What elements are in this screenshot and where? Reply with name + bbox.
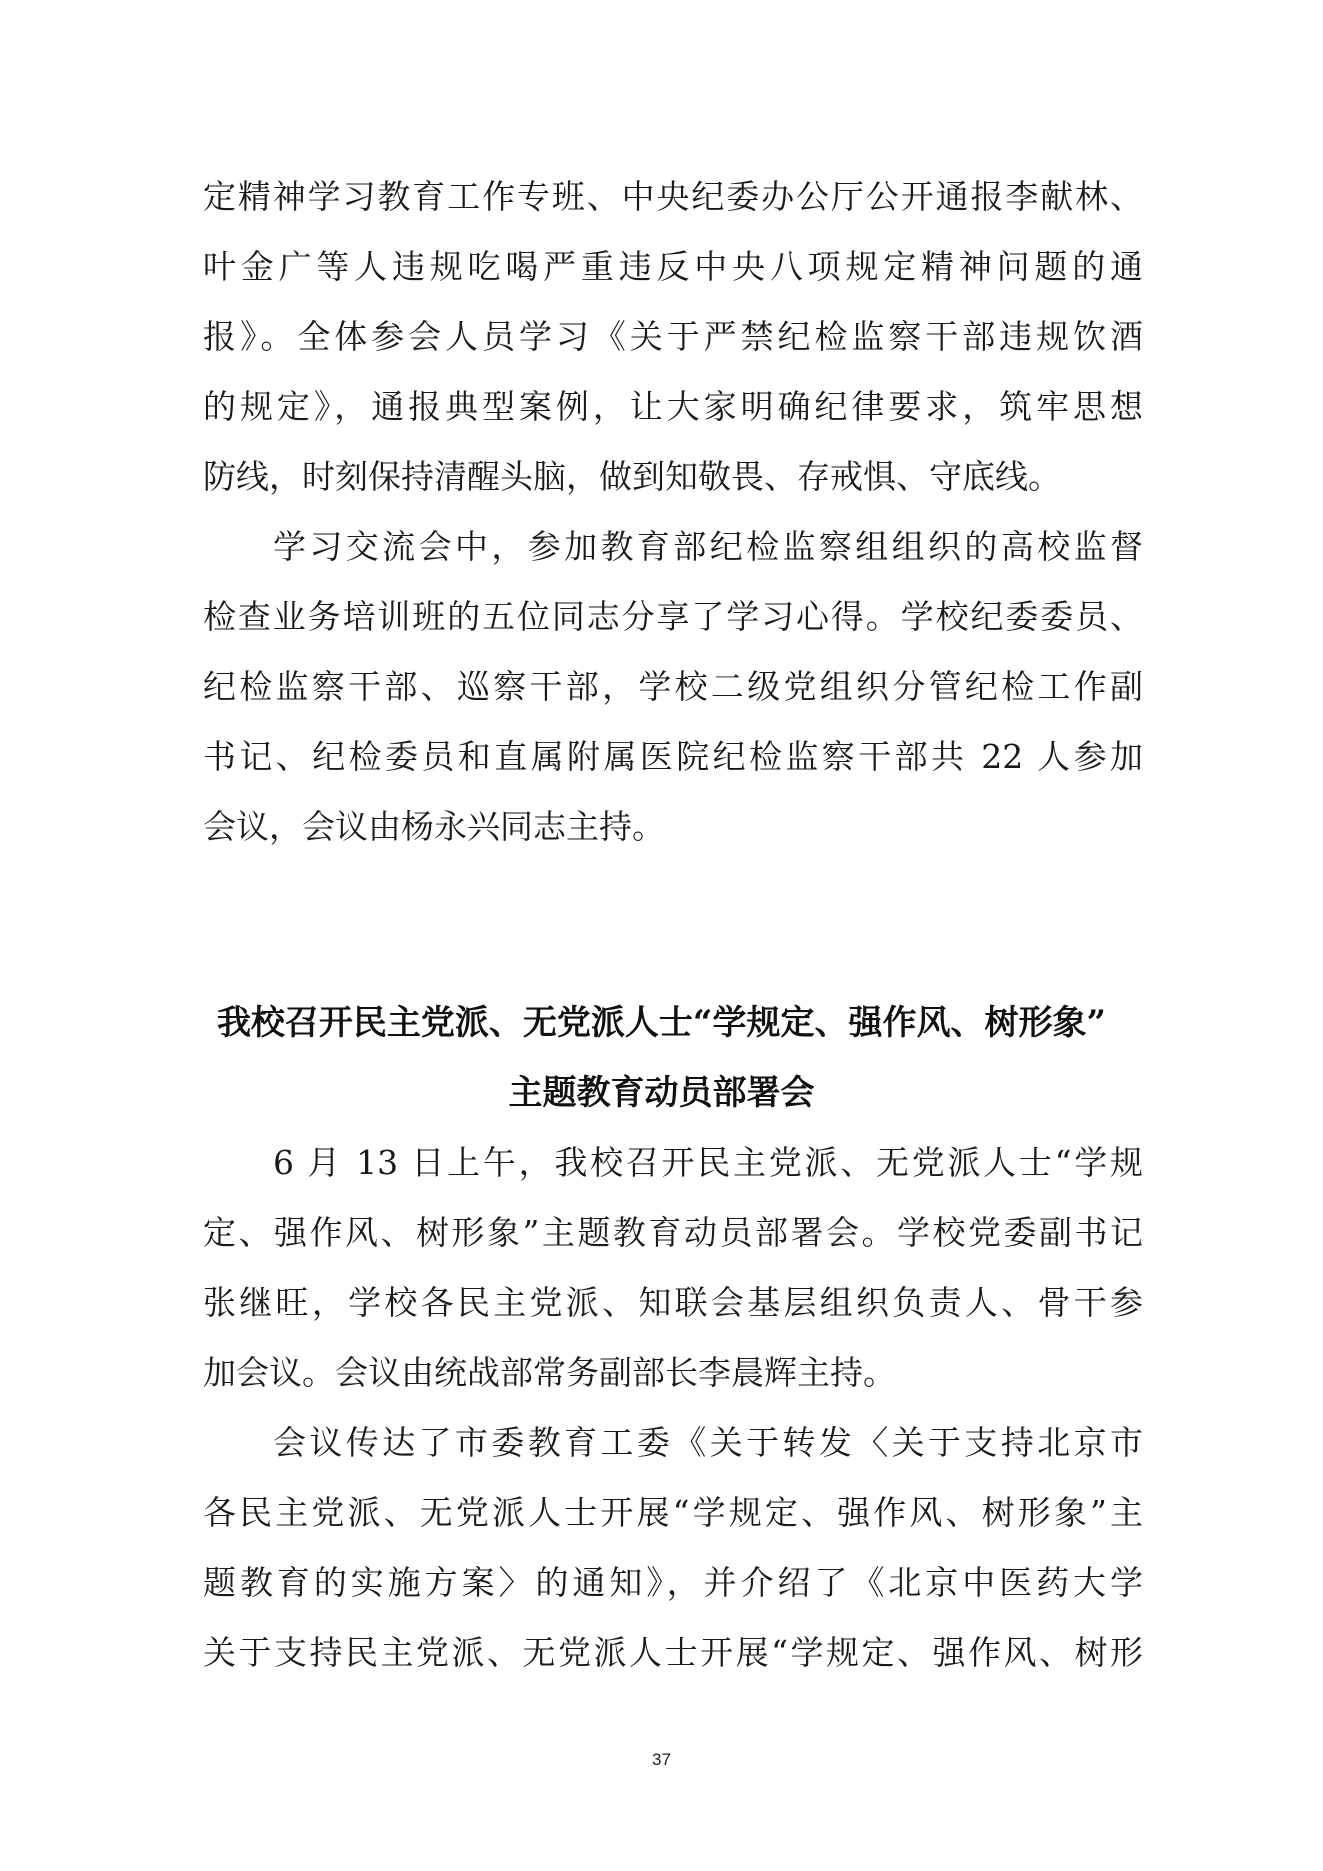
paragraph-first-line: 会议传达了市委教育工委《关于转发〈关于支持北京市 bbox=[273, 1423, 1143, 1462]
body-line: 各民主党派、无党派人士开展“学规定、强作风、树形象”主 bbox=[203, 1493, 1143, 1532]
body-line: 张继旺，学校各民主党派、知联会基层组织负责人、骨干参 bbox=[203, 1283, 1143, 1322]
body-line: 叶金广等人违规吃喝严重违反中央八项规定精神问题的通 bbox=[203, 247, 1143, 286]
body-line: 定、强作风、树形象”主题教育动员部署会。学校党委副书记 bbox=[203, 1213, 1143, 1252]
body-line: 关于支持民主党派、无党派人士开展“学规定、强作风、树形 bbox=[203, 1633, 1143, 1672]
body-line: 防线，时刻保持清醒头脑，做到知敬畏、存戒惧、守底线。 bbox=[203, 457, 1061, 496]
body-line: 题教育的实施方案〉的通知》，并介绍了《北京中医药大学 bbox=[203, 1563, 1143, 1602]
body-line: 的规定》，通报典型案例，让大家明确纪律要求，筑牢思想 bbox=[203, 387, 1143, 426]
body-line: 报》。全体参会人员学习《关于严禁纪检监察干部违规饮酒 bbox=[203, 317, 1143, 356]
body-line: 检查业务培训班的五位同志分享了学习心得。学校纪委委员、 bbox=[203, 597, 1143, 636]
body-line: 加会议。会议由统战部常务副部长李晨辉主持。 bbox=[203, 1353, 896, 1392]
body-line: 会议，会议由杨永兴同志主持。 bbox=[203, 807, 665, 846]
article-title-line-1: 我校召开民主党派、无党派人士“学规定、强作风、树形象” bbox=[216, 1003, 1107, 1043]
body-line: 定精神学习教育工作专班、中央纪委办公厅公开通报李献林、 bbox=[203, 177, 1143, 216]
article-title-line-2: 主题教育动员部署会 bbox=[508, 1073, 815, 1113]
body-line: 书记、纪检委员和直属附属医院纪检监察干部共 22 人参加 bbox=[203, 737, 1143, 776]
body-line: 纪检监察干部、巡察干部，学校二级党组织分管纪检工作副 bbox=[203, 667, 1143, 706]
paragraph-first-line: 学习交流会中，参加教育部纪检监察组组织的高校监督 bbox=[273, 527, 1143, 566]
page-number: 37 bbox=[652, 1750, 671, 1769]
paragraph-first-line: 6 月 13 日上午，我校召开民主党派、无党派人士“学规 bbox=[273, 1143, 1143, 1182]
